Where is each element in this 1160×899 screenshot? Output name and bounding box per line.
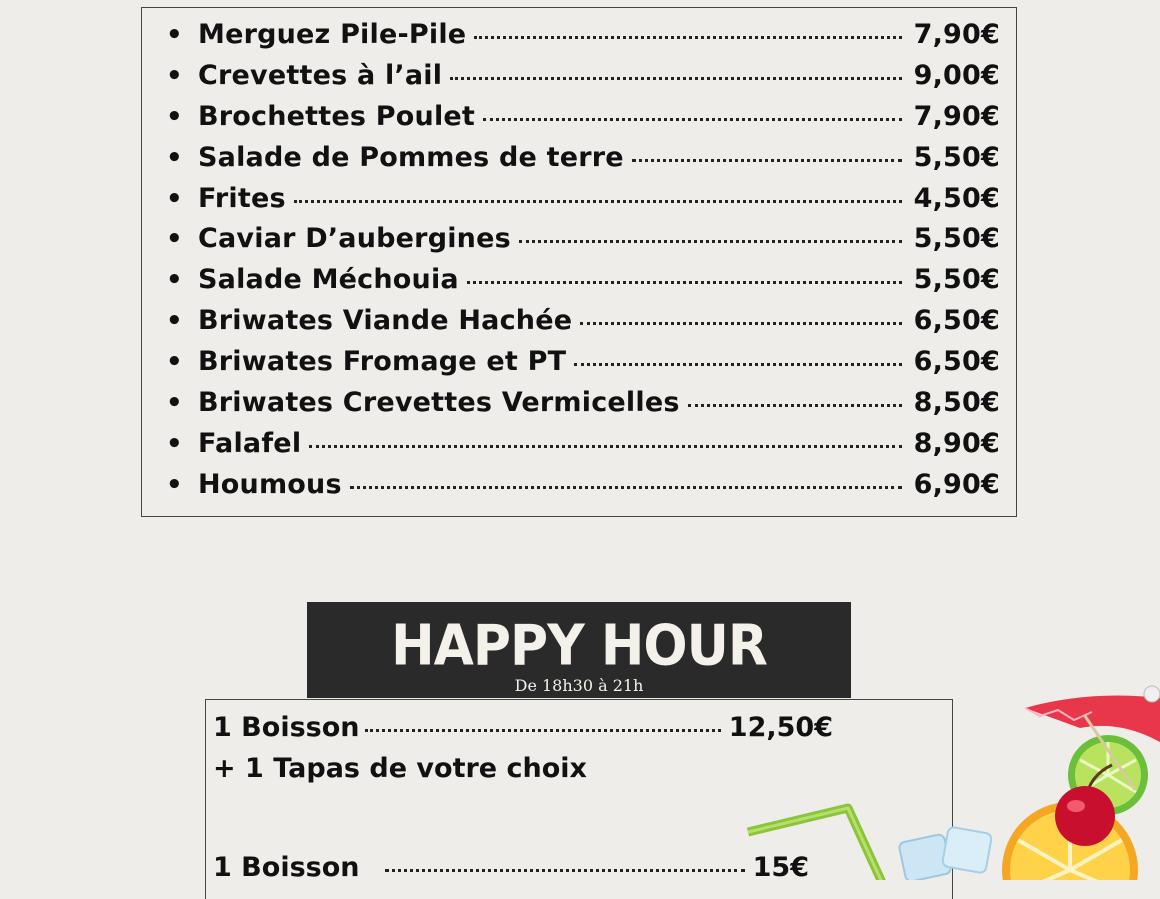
bullet-icon: •	[166, 60, 183, 91]
item-name: Falafel	[198, 427, 302, 459]
dot-leader	[574, 363, 902, 366]
item-price: 7,90€	[913, 100, 1000, 132]
dot-leader	[450, 77, 902, 80]
item-name: Briwates Viande Hachée	[198, 305, 573, 337]
item-name: Frites	[198, 182, 286, 214]
menu-item	[166, 387, 1000, 428]
item-price: 9,00€	[913, 59, 1000, 91]
happy-hour-title: HAPPY HOUR	[391, 613, 767, 679]
menu-item	[166, 60, 1000, 101]
dot-leader	[294, 200, 902, 203]
offer-price: 15€	[752, 852, 809, 883]
dot-leader	[350, 486, 902, 489]
bullet-icon: •	[166, 142, 183, 173]
menu-item	[166, 183, 1000, 224]
tapas-list	[166, 19, 1000, 510]
bullet-icon: •	[166, 306, 183, 337]
offer-extra: + 1 Tapas de votre choix	[213, 753, 587, 784]
menu-item	[166, 264, 1000, 305]
item-name: Merguez Pile-Pile	[198, 19, 467, 50]
item-name: Briwates Fromage et PT	[198, 346, 567, 378]
offer-name: 1 Boisson	[213, 852, 360, 883]
item-price: 6,50€	[913, 305, 1000, 337]
offer-price: 12,50€	[728, 712, 833, 743]
item-price: 4,50€	[913, 182, 1000, 214]
bullet-icon: •	[166, 265, 183, 296]
dot-leader	[467, 281, 902, 284]
bullet-icon: •	[166, 101, 183, 132]
item-name: Crevettes à l’ail	[198, 59, 443, 91]
cocktail-illustration-icon	[740, 680, 1160, 880]
item-name: Briwates Crevettes Vermicelles	[198, 387, 680, 419]
tapas-menu-box	[141, 7, 1017, 517]
dot-leader	[309, 445, 902, 448]
bullet-icon: •	[166, 347, 183, 378]
dot-leader	[365, 729, 720, 732]
item-price: 6,90€	[913, 468, 1000, 500]
dot-leader	[385, 869, 744, 872]
menu-item	[166, 305, 1000, 346]
bullet-icon: •	[166, 388, 183, 419]
bullet-icon: •	[166, 20, 183, 50]
menu-item	[166, 101, 1000, 142]
item-name: Brochettes Poulet	[198, 100, 476, 132]
bullet-icon: •	[166, 224, 183, 255]
dot-leader	[632, 159, 902, 162]
offer-name: 1 Boisson	[213, 712, 360, 743]
happy-hour-hours: De 18h30 à 21h	[514, 676, 644, 695]
bullet-icon: •	[166, 183, 183, 214]
dot-leader	[519, 240, 902, 243]
menu-item	[166, 346, 1000, 387]
menu-item	[166, 142, 1000, 183]
item-price: 5,50€	[913, 223, 1000, 255]
menu-item	[166, 469, 1000, 510]
item-name: Caviar D’aubergines	[198, 223, 511, 255]
item-price: 6,50€	[913, 346, 1000, 378]
dot-leader	[688, 404, 902, 407]
dot-leader	[474, 36, 902, 39]
item-price: 8,90€	[913, 427, 1000, 459]
bullet-icon: •	[166, 428, 183, 459]
item-price: 5,50€	[913, 141, 1000, 173]
item-price: 8,50€	[913, 387, 1000, 419]
menu-item	[166, 428, 1000, 469]
offer-row	[213, 852, 809, 883]
menu-item	[166, 223, 1000, 264]
dot-leader	[580, 322, 902, 325]
bullet-icon: •	[166, 469, 183, 500]
item-price: 7,90€	[913, 19, 1000, 50]
item-name: Houmous	[198, 468, 342, 500]
item-price: 5,50€	[913, 264, 1000, 296]
dot-leader	[483, 118, 902, 121]
item-name: Salade de Pommes de terre	[198, 141, 624, 173]
item-name: Salade Méchouia	[198, 264, 459, 296]
menu-item	[166, 19, 1000, 60]
